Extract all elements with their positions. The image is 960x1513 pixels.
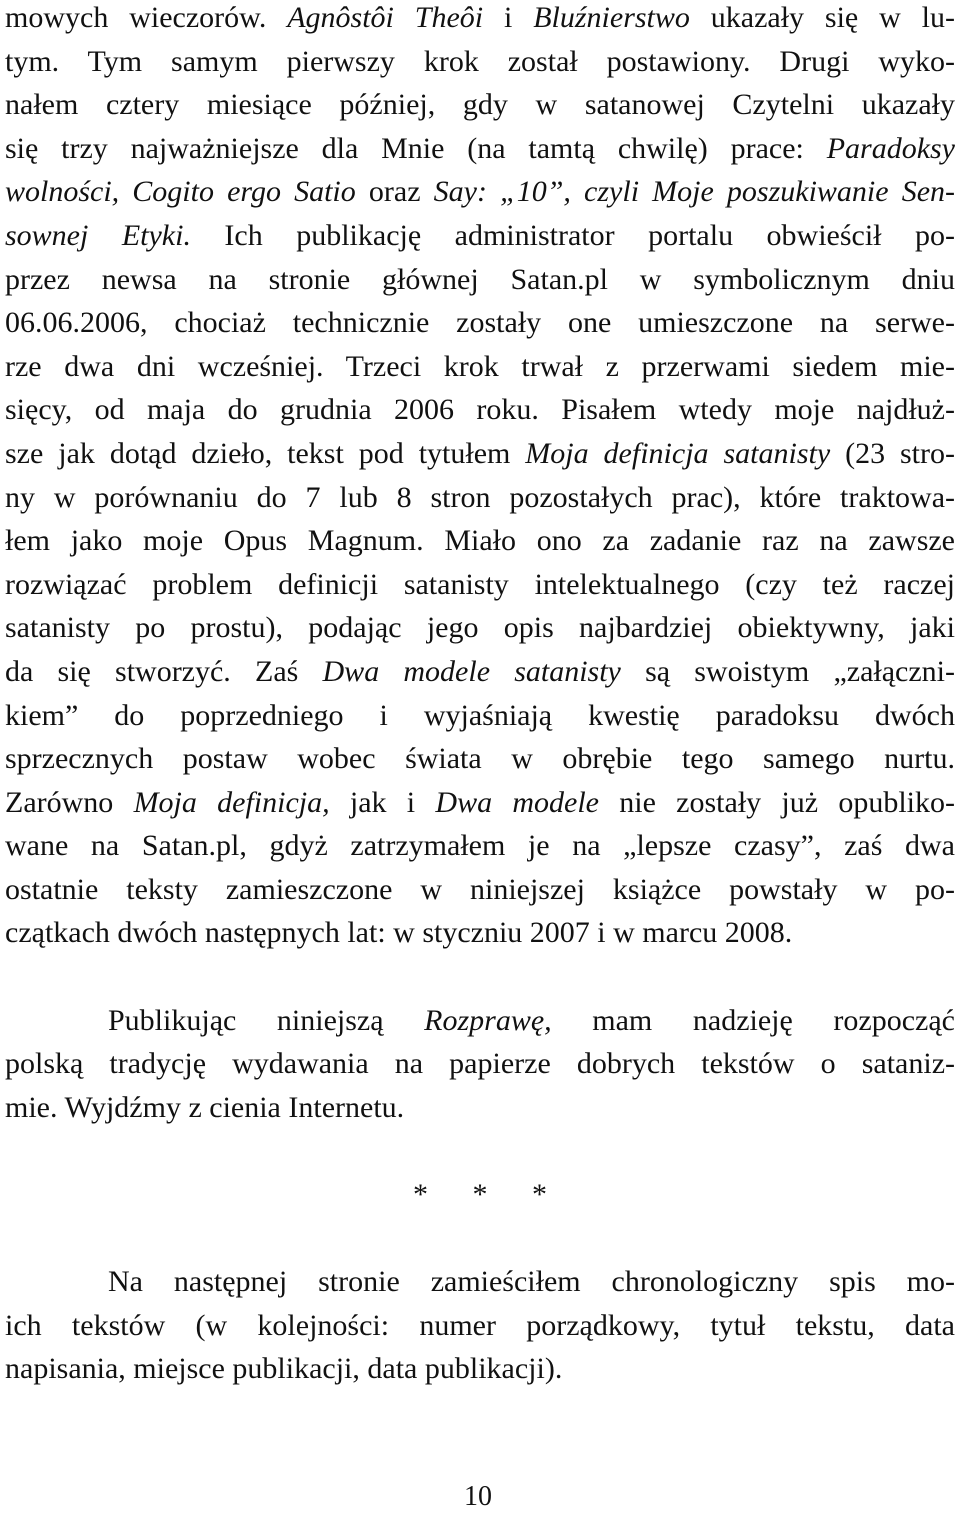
italic-text: Dwa modele satanisty <box>322 654 621 688</box>
text-line <box>5 0 955 40</box>
text-line <box>5 40 955 84</box>
text-line <box>5 432 955 476</box>
italic-text: Say: „10”, czyli Moje poszukiwanie Sen- <box>433 175 955 209</box>
paragraph-1 <box>5 0 955 955</box>
page-number: 10 <box>464 1481 492 1512</box>
italic-text: Paradoksy <box>826 131 955 165</box>
italic-text: wolności, Cogito ergo Satio <box>5 175 356 209</box>
text-segment: napisania, miejsce publikacji, data publikacji). <box>5 1352 563 1386</box>
text-segment: Na następnej stronie zamieściłem chronologiczny spis mo- <box>108 1265 955 1299</box>
text-segment: jak i <box>329 785 436 819</box>
text-segment: Publikując niniejszą <box>108 1003 425 1037</box>
paragraph-gap <box>5 955 955 999</box>
paragraph-gap <box>5 1217 955 1261</box>
text-segment: są swoistym „załączni- <box>620 654 955 688</box>
text-segment: Ich publikację administrator portalu obwieścił po- <box>190 218 955 252</box>
text-line <box>5 694 955 738</box>
text-segment: rozwiązać problem definicji satanisty intelektualnego (czy też raczej <box>5 567 955 601</box>
text-line <box>5 737 955 781</box>
italic-text: Rozprawę, <box>424 1003 552 1037</box>
italic-text: sownej Etyki. <box>5 218 191 252</box>
text-segment: mam nadzieję rozpocząć <box>551 1003 955 1037</box>
text-line <box>5 781 955 825</box>
text-segment: oraz <box>355 175 434 209</box>
italic-text: Moja definicja, <box>133 785 330 819</box>
text-segment: mie. Wyjdźmy z cienia Internetu. <box>5 1090 405 1124</box>
text-line <box>5 1304 955 1348</box>
text-line <box>5 824 955 868</box>
text-line <box>5 258 955 302</box>
italic-text: Dwa modele <box>435 785 599 819</box>
text-segment: da się stworzyć. Zaś <box>5 654 323 688</box>
text-line <box>5 1086 955 1130</box>
text-segment: ukazały się w lu- <box>689 1 955 34</box>
text-segment: tym. Tym samym pierwszy krok został postawiony. Drugi wyko- <box>5 44 955 78</box>
text-segment: mowych wieczorów. <box>5 1 288 34</box>
text-line <box>5 519 955 563</box>
text-segment: 06.06.2006, chociaż technicznie zostały one umieszczone na serwe- <box>5 306 955 340</box>
text-segment: nałem cztery miesiące później, gdy w satanowej Czytelni ukazały <box>5 88 955 122</box>
text-segment: wane na Satan.pl, gdyż zatrzymałem je na „lepsze czasy”, zaś dwa <box>5 829 955 863</box>
text-segment: sięcy, od maja do grudnia 2006 roku. Pisałem wtedy moje najdłuż- <box>5 393 955 427</box>
text-segment: (23 stro- <box>830 436 955 470</box>
text-line <box>5 650 955 694</box>
text-segment: polską tradycję wydawania na papierze dobrych tekstów o sataniz- <box>5 1047 955 1081</box>
text-segment: rze dwa dni wcześniej. Trzeci krok trwał z przerwami siedem mie- <box>5 349 955 383</box>
text-line <box>5 1042 955 1086</box>
page-body <box>5 0 955 1391</box>
text-line <box>5 388 955 432</box>
text-segment: łem jako moje Opus Magnum. Miało ono za zadanie raz na zawsze <box>5 524 955 558</box>
text-line <box>5 911 955 955</box>
text-line <box>5 83 955 127</box>
text-line <box>5 1347 955 1391</box>
text-segment: kiem” do poprzedniego i wyjaśniają kwestię paradoksu dwóch <box>5 698 955 732</box>
paragraph-3 <box>5 1260 955 1391</box>
text-segment: sprzecznych postaw wobec świata w obrębie tego samego nurtu. <box>5 742 955 776</box>
text-segment: ich tekstów (w kolejności: numer porządkowy, tytuł tekstu, data <box>5 1308 955 1342</box>
italic-text: Agnôstôi Theôi <box>287 1 484 34</box>
paragraph-2 <box>5 999 955 1130</box>
italic-text: Moja definicja satanisty <box>525 436 831 470</box>
text-segment: się trzy najważniejsze dla Mnie (na tamtą chwilę) prace: <box>5 131 827 165</box>
text-line <box>5 1260 955 1304</box>
text-line <box>5 476 955 520</box>
text-line <box>5 170 955 214</box>
text-segment: czątkach dwóch następnych lat: w styczniu 2007 i w marcu 2008. <box>5 916 793 950</box>
text-line <box>5 214 955 258</box>
text-segment: ny w porównaniu do 7 lub 8 stron pozostałych prac), które traktowa- <box>5 480 955 514</box>
text-segment: sze jak dotąd dzieło, tekst pod tytułem <box>5 436 526 470</box>
text-line <box>5 127 955 171</box>
italic-text: Bluźnierstwo <box>533 1 690 34</box>
text-line <box>5 606 955 650</box>
section-separator: * * * <box>413 1178 547 1212</box>
text-segment: i <box>483 1 534 34</box>
text-line <box>5 999 955 1043</box>
text-segment: ostatnie teksty zamieszczone w niniejszej książce powstały w po- <box>5 872 955 906</box>
text-segment: satanisty po prostu), podając jego opis najbardziej obiektywny, jaki <box>5 611 955 645</box>
text-segment: nie zostały już opubliko- <box>599 785 955 819</box>
text-segment: Zarówno <box>5 785 134 819</box>
text-segment: przez newsa na stronie głównej Satan.pl w symbolicznym dniu <box>5 262 955 296</box>
text-line <box>5 563 955 607</box>
paragraph-gap <box>5 1129 955 1173</box>
text-line <box>5 345 955 389</box>
text-line <box>5 301 955 345</box>
text-line <box>5 868 955 912</box>
